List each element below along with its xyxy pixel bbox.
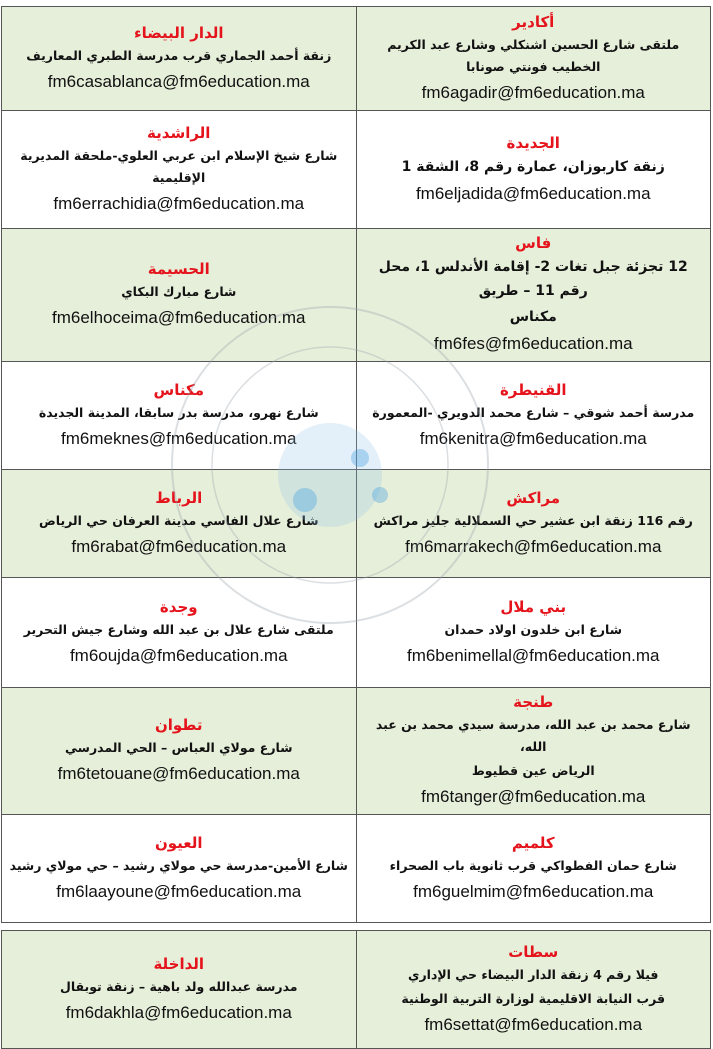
office-address: شارع شيخ الإسلام ابن عربي العلوي-ملحقة المديرية الإقليمية	[20, 147, 338, 185]
office-address: رقم 116 زنقة ابن عشير حي السملالية جليز مراكش	[373, 512, 693, 528]
office-email[interactable]: fm6rabat@fm6education.ma	[71, 536, 287, 556]
office-cell-casablanca	[2, 7, 357, 111]
office-cell-tanger	[356, 688, 711, 815]
office-email[interactable]: fm6marrakech@fm6education.ma	[405, 536, 662, 556]
city-name: الحسيمة	[147, 260, 210, 278]
office-cell-marrakech	[356, 470, 711, 578]
office-email[interactable]: fm6meknes@fm6education.ma	[60, 428, 297, 448]
office-email[interactable]: fm6laayoune@fm6education.ma	[56, 881, 302, 901]
office-address: شارع ابن خلدون اولاد حمدان	[444, 621, 622, 637]
table-row	[2, 229, 711, 362]
city-name: مكناس	[153, 380, 204, 399]
office-email[interactable]: fm6benimellal@fm6education.ma	[406, 645, 660, 665]
city-name: فاس	[515, 234, 552, 252]
city-name: وجدة	[159, 597, 198, 616]
city-name: الراشدية	[147, 123, 211, 142]
office-address: شارع محمد بن عبد الله، مدرسة سيدي محمد بن عبد الله،	[375, 717, 691, 754]
table-gap	[2, 923, 711, 931]
office-address: مدرسة أحمد شوقي – شارع محمد الدويري -المعمورة	[372, 404, 695, 420]
office-address: فيلا رقم 4 زنقة الدار البيضاء حي الإداري	[408, 966, 659, 982]
office-cell-benimellal	[356, 578, 711, 688]
city-name: بني ملال	[500, 597, 567, 616]
office-cell-fes	[356, 229, 711, 362]
office-email[interactable]: fm6settat@fm6education.ma	[424, 1014, 643, 1034]
office-cell-rabat	[2, 470, 357, 578]
office-email[interactable]: fm6guelmim@fm6education.ma	[413, 881, 654, 901]
office-email[interactable]: fm6agadir@fm6education.ma	[421, 82, 645, 102]
city-name: تطوان	[154, 716, 203, 734]
table-row	[2, 931, 711, 1049]
regional-offices-table	[1, 6, 711, 1049]
office-cell-guelmim	[356, 815, 711, 923]
office-cell-meknes	[2, 362, 357, 470]
office-address: ملتقى شارع الحسين اشنكلي وشارع عبد الكريم الخطيب فونتي صونابا	[387, 36, 680, 74]
table-row	[2, 470, 711, 578]
office-cell-dakhla	[2, 931, 357, 1049]
office-cell-kenitra	[356, 362, 711, 470]
office-email[interactable]: fm6dakhla@fm6education.ma	[65, 1002, 292, 1022]
office-address: شارع مبارك البكاي	[121, 284, 237, 299]
office-email[interactable]: fm6elhoceima@fm6education.ma	[52, 308, 306, 327]
office-address: شارع علال الفاسي مدينة العرفان حي الرياض	[38, 512, 319, 528]
office-cell-laayoune	[2, 815, 357, 923]
office-address: زنقة أحمد الجماري قرب مدرسة الطبري المعاريف	[26, 47, 332, 63]
office-email[interactable]: fm6errachidia@fm6education.ma	[53, 193, 305, 213]
table-row	[2, 7, 711, 111]
office-cell-agadir	[356, 7, 711, 111]
city-name: أكادير	[512, 12, 555, 31]
office-address-line-2: قرب النيابة الاقليمية لوزارة التربية الوطنية	[401, 990, 666, 1006]
city-name: القنيطرة	[499, 380, 567, 399]
office-address-line-2: الرياض عين قطيوط	[471, 763, 595, 778]
office-address: شارع حمان الفطواكي قرب ثانوية باب الصحراء	[389, 857, 677, 873]
city-name: طنجة	[513, 693, 554, 711]
directory-table-wrapper	[1, 6, 711, 1034]
city-name: مراكش	[506, 488, 561, 507]
table-row	[2, 362, 711, 470]
office-address: 12 تجزئة جبل تغات 2- إقامة الأندلس 1، محل رقم 11 – طريق	[378, 259, 688, 299]
office-cell-elhoceima	[2, 229, 357, 362]
city-name: سطات	[508, 942, 559, 961]
office-address-line-2: مكناس	[509, 309, 557, 325]
office-cell-oujda	[2, 578, 357, 688]
office-email[interactable]: fm6eljadida@fm6education.ma	[415, 183, 651, 203]
city-name: الرباط	[155, 488, 203, 507]
office-address: شارع نهرو، مدرسة بدر سابقا، المدينة الجديدة	[38, 404, 319, 420]
city-name: الدار البيضاء	[133, 23, 224, 42]
office-address: شارع مولاي العباس – الحي المدرسي	[65, 740, 293, 755]
office-email[interactable]: fm6casablanca@fm6education.ma	[47, 71, 310, 91]
office-email[interactable]: fm6tanger@fm6education.ma	[421, 787, 646, 806]
office-cell-tetouane	[2, 688, 357, 815]
city-name: الداخلة	[153, 954, 205, 973]
table-row	[2, 688, 711, 815]
office-email[interactable]: fm6tetouane@fm6education.ma	[57, 764, 300, 783]
office-address: ملتقى شارع علال بن عبد الله وشارع جيش التحرير	[23, 621, 334, 637]
office-address: زنقة كاربوزان، عمارة رقم 8، الشقة 1	[401, 158, 665, 175]
office-email[interactable]: fm6kenitra@fm6education.ma	[419, 428, 647, 448]
table-row	[2, 111, 711, 229]
office-cell-settat	[356, 931, 711, 1049]
table-row	[2, 815, 711, 923]
office-cell-errachidia	[2, 111, 357, 229]
office-cell-eljadida	[356, 111, 711, 229]
office-email[interactable]: fm6fes@fm6education.ma	[433, 334, 633, 353]
city-name: الجديدة	[506, 133, 560, 152]
table-row	[2, 578, 711, 688]
city-name: العيون	[154, 833, 203, 852]
office-address: مدرسة عبدالله ولد باهية – زنقة توبقال	[59, 978, 298, 994]
city-name: كلميم	[511, 833, 555, 852]
office-address: شارع الأمين-مدرسة حي مولاي رشيد – حي مولاي رشيد	[9, 857, 348, 873]
office-email[interactable]: fm6oujda@fm6education.ma	[69, 645, 288, 665]
